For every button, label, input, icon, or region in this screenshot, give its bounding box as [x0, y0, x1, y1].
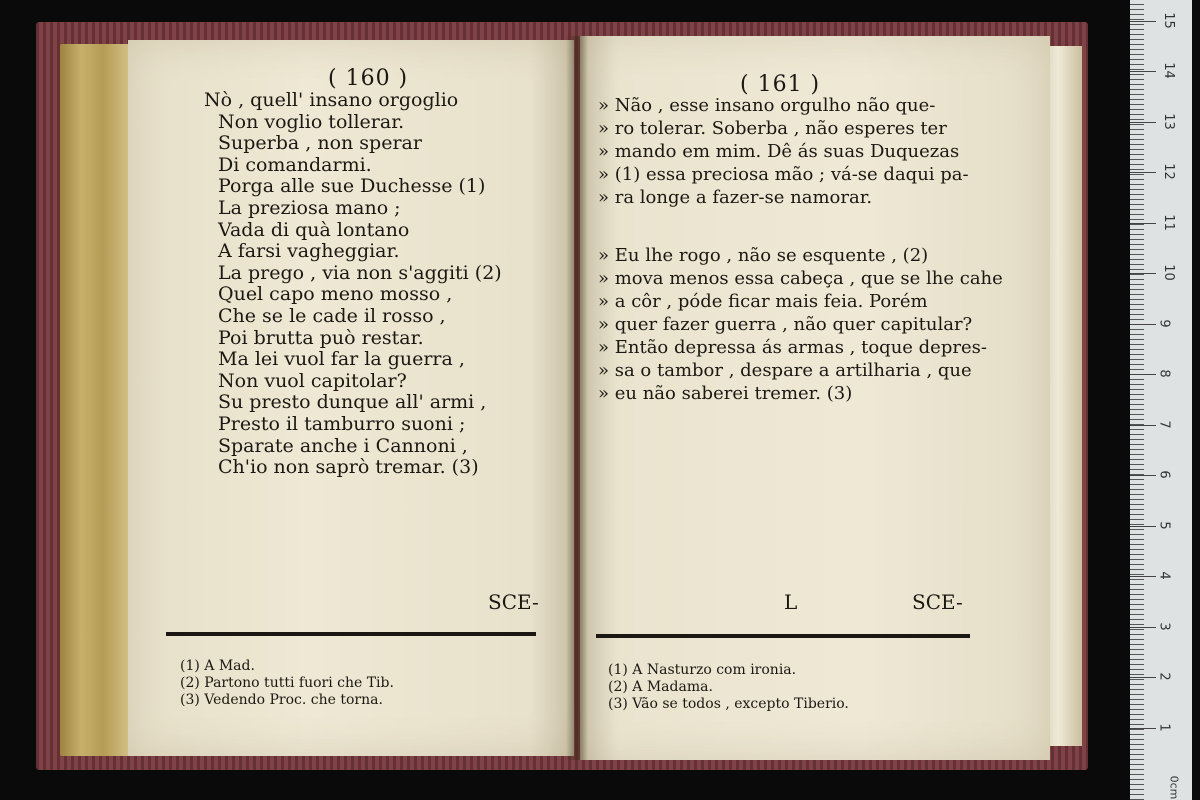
ruler-number: 4: [1156, 571, 1172, 580]
verse-line: Porga alle sue Duchesse (1): [218, 175, 486, 198]
measurement-ruler: [1130, 0, 1192, 800]
verse-line: Su presto dunque all' armi ,: [218, 391, 487, 414]
ruler-tick: [1130, 627, 1156, 628]
ruler-number: 15: [1160, 11, 1176, 29]
page-edges-left: [60, 44, 132, 756]
verse-line: Superba , non sperar: [218, 132, 422, 155]
ruler-number: 12: [1160, 163, 1176, 180]
verse-line: Vada di quà lontano: [218, 218, 410, 241]
ruler-number: 5: [1156, 520, 1172, 530]
text-line: » ro tolerar. Soberba , não esperes ter: [598, 118, 947, 139]
footnote: (1) A Nasturzo com ironia.: [608, 662, 797, 678]
ruler-number: 7: [1156, 419, 1172, 429]
ruler-number: 1: [1156, 722, 1172, 732]
verse-line: Ma lei vuol far la guerra ,: [218, 348, 465, 371]
page-number: ( 161 ): [740, 72, 821, 97]
ruler-tick: [1130, 21, 1156, 22]
verse-line: Che se le cade il rosso ,: [218, 304, 446, 327]
verse-line: A farsi vagheggiar.: [218, 240, 400, 263]
ruler-tick: [1130, 728, 1156, 729]
ruler-number: 14: [1160, 62, 1176, 79]
text-line: » mova menos essa cabeça , que se lhe cahe: [598, 268, 1003, 289]
text-line: » mando em mim. Dê ás suas Duquezas: [598, 141, 960, 162]
footnotes: [608, 662, 849, 713]
verse-line: Ch'io non saprò tremar. (3): [218, 456, 479, 479]
paragraph-1: [598, 94, 969, 209]
text-line: » quer fazer guerra , não quer capitular?: [598, 314, 973, 335]
left-page: [128, 40, 574, 756]
text-line: » Eu lhe rogo , não se esquente , (2): [598, 245, 929, 266]
footnote: (2) Partono tutti fuori che Tib.: [180, 675, 394, 691]
ruler-number: 6: [1156, 470, 1172, 479]
ruler-tick: [1130, 475, 1156, 476]
verse-line: Di comandarmi.: [218, 153, 372, 176]
verse-line: Non voglio tollerar.: [218, 110, 405, 133]
paragraph-2: [598, 244, 1003, 405]
ruler-tick: [1130, 223, 1156, 224]
ruler-tick: [1130, 425, 1156, 426]
ruler-number: 11: [1160, 213, 1176, 231]
ruler-tick: [1130, 374, 1156, 375]
text-line: » Não , esse insano orgulho não que-: [598, 95, 936, 116]
footnotes: [180, 658, 394, 709]
ruler-tick: [1130, 122, 1156, 123]
verse-block: [204, 89, 502, 479]
ruler-tick: [1130, 172, 1156, 173]
footnote-rule: [166, 632, 536, 636]
signature-mark: L: [784, 590, 798, 614]
verse-line: Presto il tamburro suoni ;: [218, 412, 466, 435]
ruler-tick: [1130, 576, 1156, 577]
verse-line: Poi brutta può restar.: [218, 326, 424, 349]
ruler-unit: 0cm: [1167, 775, 1181, 800]
page-number: ( 160 ): [328, 66, 409, 91]
text-line: » eu não saberei tremer. (3): [598, 383, 853, 404]
catchword: SCE-: [488, 590, 539, 614]
verse-line: Quel capo meno mosso ,: [218, 283, 453, 306]
ruler-tick: [1130, 526, 1156, 527]
verse-line: La prego , via non s'aggiti (2): [218, 261, 502, 284]
ruler-number: 10: [1160, 264, 1176, 281]
footnote: (3) Vedendo Proc. che torna.: [180, 692, 383, 708]
ruler-number: 9: [1156, 318, 1172, 328]
ruler-tick: [1130, 677, 1156, 678]
verse-line: Non vuol capitolar?: [218, 369, 407, 392]
text-line: » sa o tambor , despare a artilharia , que: [598, 360, 972, 381]
ruler-number: 2: [1156, 672, 1172, 681]
ruler-tick: [1130, 324, 1156, 325]
footnote: (1) A Mad.: [180, 658, 255, 674]
verse-line: Sparate anche i Cannoni ,: [218, 434, 468, 457]
ruler-number: 3: [1156, 621, 1172, 631]
footnote-rule: [596, 634, 970, 638]
catchword: SCE-: [912, 590, 963, 614]
footnote: (2) A Madama.: [608, 679, 713, 695]
ruler-tick: [1130, 273, 1156, 274]
ruler-number: 13: [1160, 112, 1176, 130]
book-gutter: [566, 36, 588, 760]
verse-line: La preziosa mano ;: [218, 196, 401, 219]
text-line: » Então depressa ás armas , toque depres-: [598, 337, 987, 358]
right-page: [580, 36, 1050, 760]
text-line: » a côr , póde ficar mais feia. Porém: [598, 291, 928, 312]
footnote: (3) Vão se todos , excepto Tiberio.: [608, 696, 849, 712]
text-line: » ra longe a fazer-se namorar.: [598, 187, 873, 208]
ruler-tick: [1130, 71, 1156, 72]
verse-line: Nò , quell' insano orgoglio: [204, 89, 459, 111]
text-line: » (1) essa preciosa mão ; vá-se daqui pa-: [598, 164, 969, 185]
ruler-number: 8: [1156, 369, 1172, 378]
